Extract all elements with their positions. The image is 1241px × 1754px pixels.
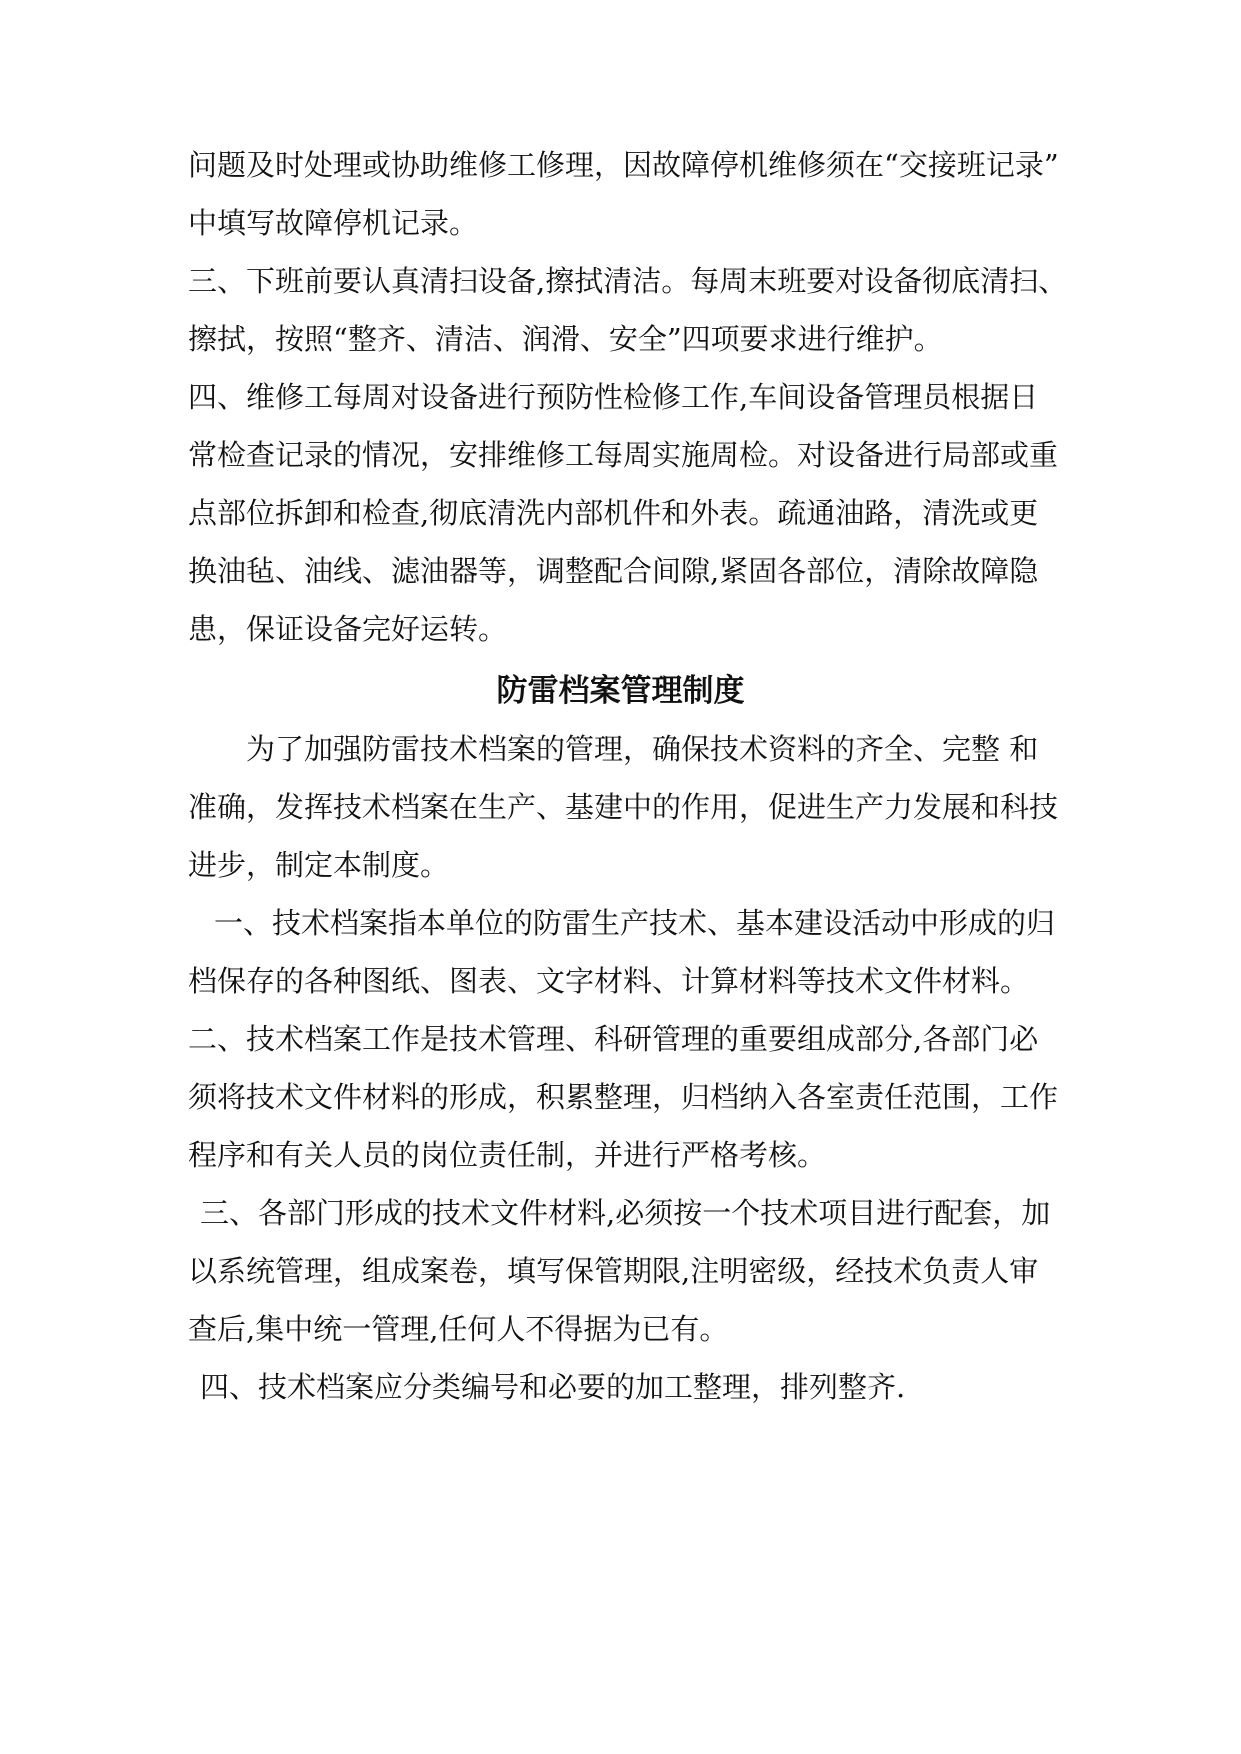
text-line: 患，保证设备完好运转。 (188, 612, 508, 646)
text-line: 二、技术档案工作是技术管理、科研管理的重要组成部分,各部门必 (188, 1022, 1039, 1056)
text-line: 三、各部门形成的技术文件材料,必须按一个技术项目进行配套，加 (200, 1196, 1051, 1230)
text-line: 擦拭，按照“整齐、清洁、润滑、安全”四项要求进行维护。 (188, 322, 943, 356)
text-line: 为了加强防雷技术档案的管理，确保技术资料的齐全、完整 和 (246, 732, 1039, 766)
text-line: 一、技术档案指本单位的防雷生产技术、基本建设活动中形成的归 (214, 906, 1056, 940)
text-line: 点部位拆卸和检查,彻底清洗内部机件和外表。疏通油路，清洗或更 (188, 496, 1039, 530)
text-line: 三、下班前要认真清扫设备,擦拭清洁。每周末班要对设备彻底清扫、 (188, 264, 1068, 298)
text-line: 档保存的各种图纸、图表、文字材料、计算材料等技术文件材料。 (188, 964, 1030, 998)
text-line: 程序和有关人员的岗位责任制，并进行严格考核。 (188, 1138, 827, 1172)
text-line: 换油毡、油线、滤油器等，调整配合间隙,紧固各部位，清除故障隐 (188, 554, 1039, 588)
text-line: 四、技术档案应分类编号和必要的加工整理，排列整齐. (200, 1370, 906, 1404)
text-line: 常检查记录的情况，安排维修工每周实施周检。对设备进行局部或重 (188, 438, 1059, 472)
text-line: 查后,集中统一管理,任何人不得据为已有。 (188, 1312, 729, 1346)
text-line: 须将技术文件材料的形成，积累整理，归档纳入各室责任范围，工作 (188, 1080, 1059, 1114)
text-line: 进步，制定本制度。 (188, 848, 450, 882)
text-line: 以系统管理，组成案卷，填写保管期限,注明密级，经技术负责人审 (188, 1254, 1039, 1288)
text-line: 四、维修工每周对设备进行预防性检修工作,车间设备管理员根据日 (188, 380, 1039, 414)
section-title: 防雷档案管理制度 (496, 673, 745, 709)
text-line: 中填写故障停机记录。 (188, 206, 479, 240)
text-line: 问题及时处理或协助维修工修理，因故障停机维修须在“交接班记录” (188, 148, 1059, 182)
text-line: 准确，发挥技术档案在生产、基建中的作用，促进生产力发展和科技 (188, 790, 1059, 824)
